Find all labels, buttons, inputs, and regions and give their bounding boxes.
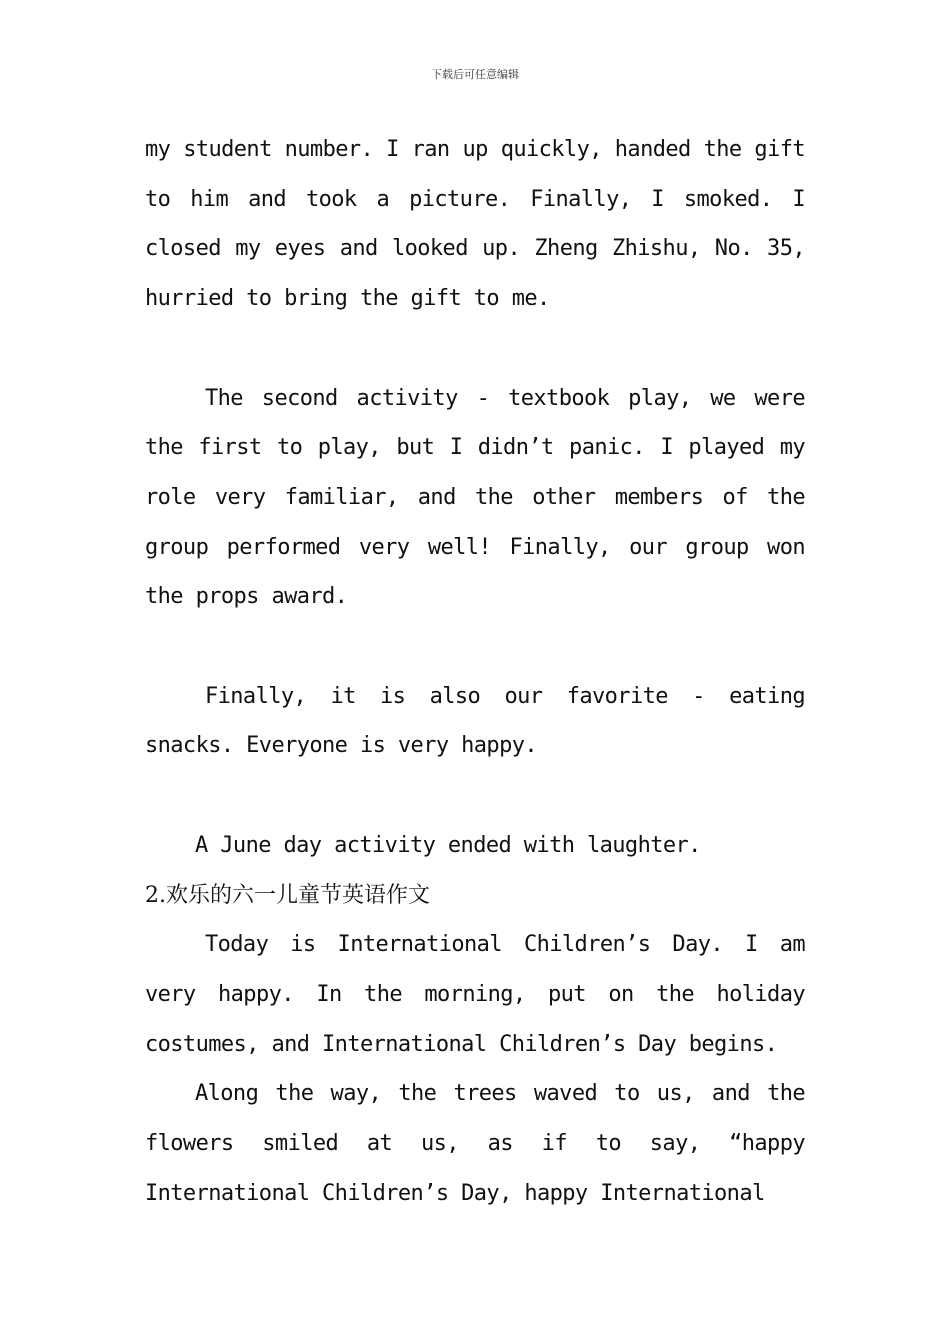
paragraph-student-number: my student number. I ran up quickly, handed the gift to him and took a picture. Finally, I smoked. I closed my eyes and looked up. Zheng Zhishu, No. 35, hurried to bring the gift to me. [145, 137, 805, 312]
paragraph-gap [145, 622, 805, 672]
section-heading: 2.欢乐的六一儿童节英语作文 [145, 882, 430, 908]
paragraph-eating-snacks: Finally, it is also our favorite - eating snacks. Everyone is very happy. [145, 683, 805, 759]
paragraph-gap [145, 324, 805, 374]
paragraph-childrens-day: Today is International Children’s Day. I am very happy. In the morning, put on the holiday costumes, and International Children’s Day begins. [145, 932, 805, 1057]
paragraph-along-the-way: Along the way, the trees waved to us, and the flowers smiled at us, as if to say, “happy International Children’s Day, happy International [145, 1081, 805, 1206]
document-body [145, 125, 805, 1218]
page-header: 下载后可任意编辑 [431, 68, 519, 81]
paragraph-textbook-play: The second activity - textbook play, we were the first to play, but I didn’t panic. I played my role very familiar, and the other members of the group performed very well! Finally, our group won the props award. [145, 385, 805, 610]
paragraph-gap [145, 771, 805, 821]
paragraph-ended-with-laughter: A June day activity ended with laughter. [195, 832, 701, 858]
